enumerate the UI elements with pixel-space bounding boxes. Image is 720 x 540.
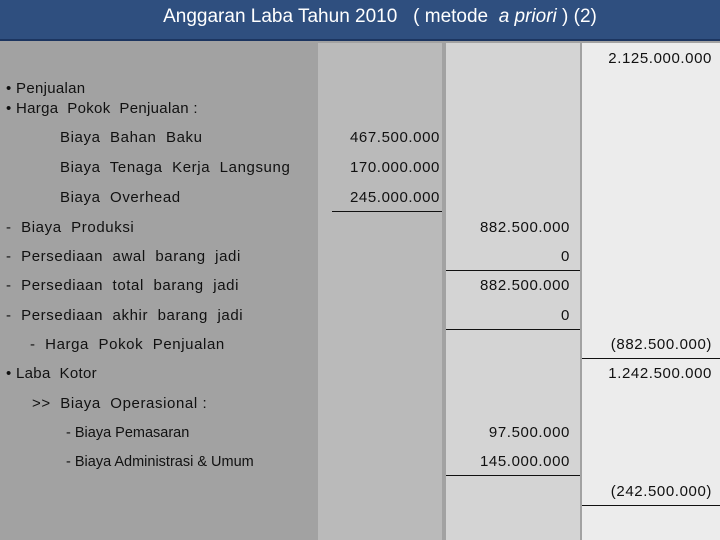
operasional-underline — [582, 505, 720, 506]
hpp-underline — [582, 358, 720, 359]
persediaan-awal-label: - Persediaan awal barang jadi — [6, 248, 241, 265]
column-detail — [318, 43, 442, 540]
pemasaran-value: 97.500.000 — [488, 424, 570, 441]
persediaan-total-label: - Persediaan total barang jadi — [6, 277, 240, 294]
sales-value: 2.125.000.000 — [608, 50, 712, 67]
hpp-label: - Harga Pokok Penjualan — [30, 336, 225, 353]
awal-underline — [446, 270, 580, 271]
biaya-operasional-label: >> Biaya Operasional : — [32, 395, 208, 412]
persediaan-awal-value: 0 — [561, 248, 570, 265]
title-bar — [0, 0, 720, 41]
persediaan-akhir-label: - Persediaan akhir barang jadi — [6, 307, 244, 324]
subtotal-underline — [332, 211, 442, 212]
hpp-value: (882.500.000) — [610, 336, 712, 353]
biaya-produksi-label: - Biaya Produksi — [6, 219, 135, 236]
administrasi-underline — [446, 475, 580, 476]
column-total — [582, 43, 720, 540]
persediaan-akhir-value: 0 — [561, 307, 570, 324]
pemasaran-label: - Biaya Pemasaran — [66, 425, 190, 441]
title-end: ) (2) — [556, 6, 597, 27]
laba-kotor-label: • Laba Kotor — [6, 365, 97, 382]
bahan-baku-value: 467.500.000 — [349, 129, 440, 146]
overhead-label: Biaya Overhead — [60, 189, 181, 206]
administrasi-label: - Biaya Administrasi & Umum — [66, 454, 254, 470]
administrasi-value: 145.000.000 — [479, 453, 570, 470]
bahan-baku-label: Biaya Bahan Baku — [60, 129, 203, 146]
total-operasional-value: (242.500.000) — [610, 483, 712, 500]
tenaga-kerja-label: Biaya Tenaga Kerja Langsung — [60, 159, 291, 176]
overhead-value: 245.000.000 — [349, 189, 440, 206]
penjualan-label: • Penjualan — [6, 80, 86, 97]
persediaan-total-value: 882.500.000 — [479, 277, 570, 294]
hpp-header: • Harga Pokok Penjualan : — [6, 100, 198, 117]
title-italic: a priori — [498, 6, 557, 27]
slide-title — [0, 6, 720, 28]
title-main: Anggaran Laba Tahun 2010 ( metode — [163, 6, 499, 27]
biaya-produksi-value: 882.500.000 — [479, 219, 570, 236]
laba-kotor-value: 1.242.500.000 — [608, 365, 712, 382]
akhir-underline — [446, 329, 580, 330]
tenaga-kerja-value: 170.000.000 — [349, 159, 440, 176]
